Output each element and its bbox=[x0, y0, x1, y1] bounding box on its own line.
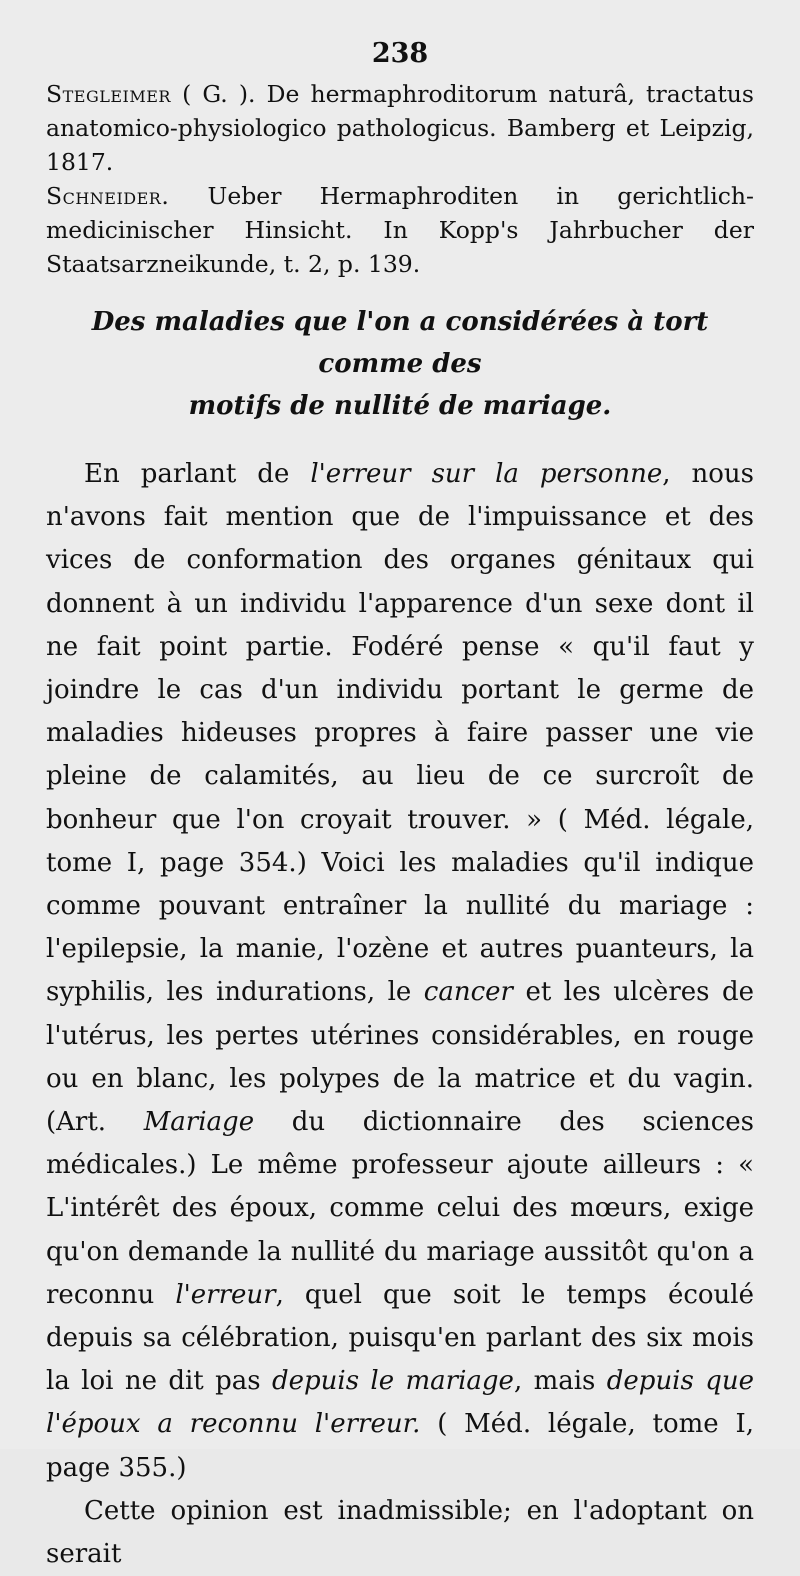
page-number: 238 bbox=[371, 38, 429, 69]
italic-run: Mariage bbox=[143, 1107, 255, 1138]
section-title-line: Des maladies que l'on a considérées à tort comme des bbox=[91, 307, 709, 379]
italic-run: depuis que l'époux a reconnu l'erreur. bbox=[46, 1366, 754, 1440]
text-run: du dictionnaire des sciences médicales.) Le même professeur ajoute ailleurs : « L'intérêt des époux, comme celui des mœurs, exige qu'on demande la nullité du mariage aussitôt qu'on a reconnu bbox=[46, 1107, 755, 1310]
bibliography-entry bbox=[46, 179, 754, 281]
text-run: , mais bbox=[513, 1366, 607, 1397]
bibliography-entry bbox=[46, 77, 754, 179]
italic-run: l'erreur sur la personne bbox=[310, 459, 663, 489]
bibliography-author: Stegleimer bbox=[46, 80, 171, 108]
bibliography-author: Schneider. bbox=[46, 182, 170, 210]
text-run: ( Méd. légale, tome I, page 355.) bbox=[46, 1409, 755, 1483]
text-run: En parlant de bbox=[84, 459, 311, 489]
italic-run: depuis le mariage bbox=[271, 1366, 514, 1397]
italic-run: l'erreur bbox=[175, 1279, 276, 1310]
bibliography-text: ( G. ). De hermaphroditorum naturâ, tractatus anatomico-physiologico pathologicus. Bamberg et Leipzig, 1817. bbox=[46, 80, 754, 176]
section-title-line: motifs de nullité de mariage. bbox=[188, 391, 612, 421]
body-paragraph bbox=[46, 453, 754, 1490]
text-run: et les ulcères de l'utérus, les pertes utérines considérables, en rouge ou en blanc, les polypes de la matrice et du vagin. (Art. bbox=[46, 977, 754, 1138]
bibliography-text: Ueber Hermaphroditen in gerichtlich-medicinischer Hinsicht. In Kopp's Jahrbucher der Staatsarzneikunde, t. 2, p. 139. bbox=[46, 182, 754, 278]
section-title bbox=[46, 301, 754, 427]
text-run: , quel que soit le temps écoulé depuis sa célébration, puisqu'en parlant des six mois la loi ne dit pas bbox=[46, 1279, 754, 1397]
body-paragraph: Cette opinion est inadmissible; en l'adoptant on serait bbox=[46, 1495, 754, 1570]
text-run: , nous n'avons fait mention que de l'impuissance et des vices de conformation des organes génitaux qui donnent à un individu l'apparence d'un sexe dont il ne fait point partie. Fodéré pense « qu'il faut y joindre le cas d'un individu portant le germe de maladies hideuses propres à faire passer une vie pleine de calamités, au lieu de ce surcroît de bonheur que l'on croyait trouver. » ( Méd. légale, tome I, page 354.) Voici les maladies qu'il indique comme pouvant entraîner la nullité du mariage : l'epilepsie, la manie, l'ozène et autres puanteurs, la syphilis, les indurations, le bbox=[46, 459, 754, 1008]
italic-run: cancer bbox=[423, 977, 513, 1008]
